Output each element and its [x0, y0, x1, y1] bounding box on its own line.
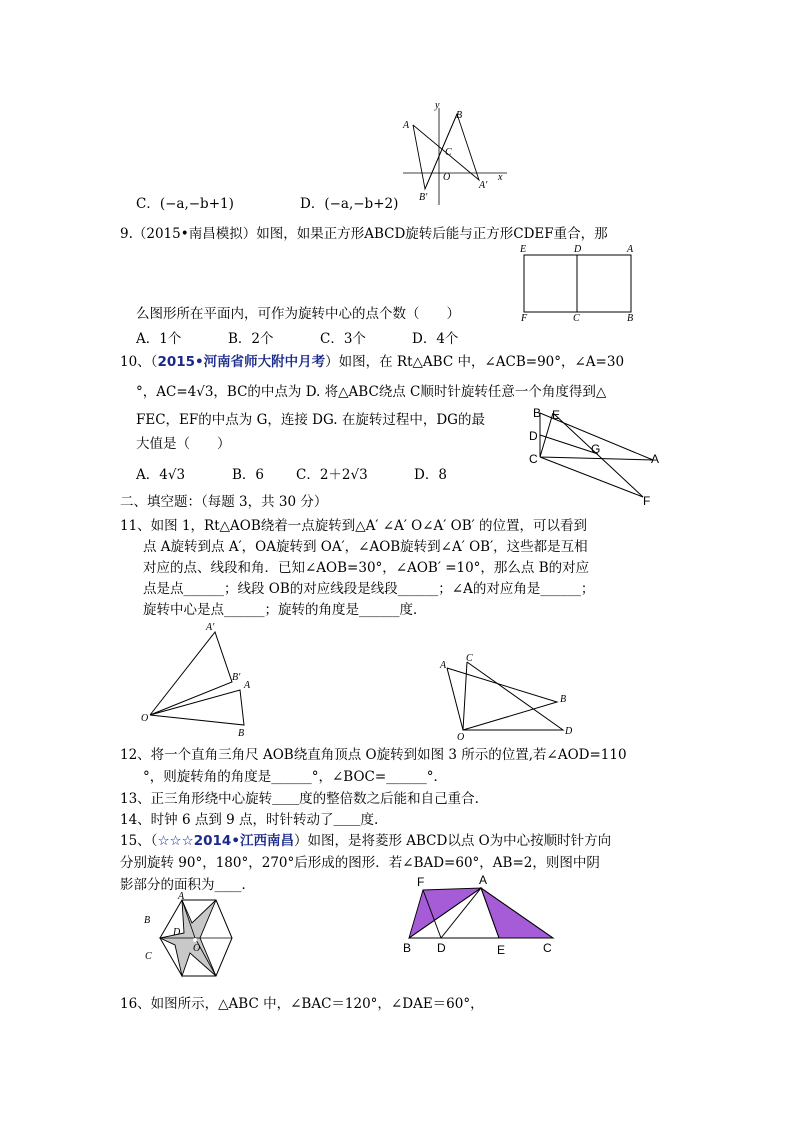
q10-label-b: B	[533, 406, 542, 420]
q9-label-f: F	[521, 313, 528, 324]
section-2-heading: 二、填空题：（每题 3，共 30 分）	[120, 494, 328, 510]
q9-option-d: D．4个	[412, 331, 459, 347]
q8-label-c: C	[445, 147, 452, 158]
q15-line1-rest: ）如图，是将菱形 ABCD以点 O为中心按顺时针方向	[293, 833, 612, 849]
q15-number: 15、（	[120, 833, 158, 849]
q10-option-b: B．6	[232, 467, 265, 483]
q11-fig2-label-d: D	[565, 726, 573, 737]
q10-line4: 大值是（ ）	[136, 436, 231, 452]
q15-fig2-label-c: C	[543, 941, 552, 955]
q9-label-b: B	[627, 313, 634, 324]
q11-line3: 对应的点、线段和角．已知∠AOB=30°，∠AOB′ =10°，那么点 B的对应	[143, 560, 590, 576]
q10-label-f: F	[643, 494, 651, 508]
q10-line2: °，AC=4√3，BC的中点为 D. 将△ABC绕点 C顺时针旋转任意一个角度得到△	[136, 384, 607, 400]
q15-source: ☆☆☆2014•江西南昌	[157, 833, 294, 849]
q15-line1	[120, 829, 611, 849]
q15-fig2-label-d: D	[437, 941, 446, 955]
q11-fig1-label-b1: B′	[232, 672, 241, 683]
q9-label-e: E	[520, 244, 527, 255]
q10-label-c: C	[529, 452, 538, 466]
q10-label-a: A	[651, 452, 660, 466]
q10-line1-rest: ）如图，在 Rt△ABC 中，∠ACB=90°，∠A=30	[325, 354, 625, 370]
q8-label-a: A	[403, 120, 410, 131]
q9-option-b: B．2个	[228, 331, 274, 347]
q9-label-c: C	[573, 313, 580, 324]
q10-option-c: C．2＋2√3	[296, 467, 368, 483]
q11-line4: 点是点______；线段 OB的对应线段是线段______；∠A的对应角是______；	[143, 581, 595, 597]
q11-fig1-label-b: B	[238, 728, 245, 739]
q14-text: 14、时钟 6 点到 9 点，时针转动了＿＿度.	[120, 812, 379, 828]
q9-option-c: C．3个	[320, 331, 366, 347]
q9-label-d: D	[574, 244, 582, 255]
q8-option-d: D．(−a,−b+2)	[300, 196, 399, 212]
q15-line2: 分别旋转 90°，180°，270°后形成的图形．若∠BAD=60°，AB=2，则图中阴	[120, 855, 600, 871]
q15-line3: 影部分的面积为____．	[120, 877, 255, 893]
q11-figure-2	[435, 650, 585, 743]
q16-text: 16、如图所示，△ABC 中，∠BAC＝120°，∠DAE＝60°，	[120, 996, 484, 1012]
q15-fig-label-d: D	[173, 927, 181, 938]
q10-label-d: D	[529, 429, 538, 443]
q15-fig2-label-f: F	[417, 875, 425, 889]
q15-fig-label-c: C	[145, 951, 152, 962]
q8-option-c: C．(−a,−b+1)	[136, 196, 234, 212]
q11-fig2-label-b: B	[560, 694, 567, 705]
q8-label-b: B	[456, 110, 463, 121]
q15-fig2-label-b: B	[403, 941, 412, 955]
q8-label-y: y	[435, 100, 440, 111]
q15-fig2-label-e: E	[497, 943, 506, 957]
q10-triangle-figure	[525, 405, 670, 510]
q9-label-a: A	[627, 244, 634, 255]
q9-option-a: A．1个	[136, 331, 182, 347]
q15-rhombus-figure	[140, 893, 250, 988]
q11-fig1-label-a: A	[244, 680, 251, 691]
q9-squares-figure	[515, 243, 645, 323]
q11-fig2-label-o: O	[457, 732, 465, 743]
q10-line3: FEC，EF的中点为 G，连接 DG. 在旋转过程中，DG的最	[136, 412, 485, 428]
q13-text: 13、正三角形绕中心旋转＿＿度的整倍数之后能和自己重合.	[120, 791, 479, 807]
q8-label-b1: B′	[419, 192, 428, 203]
q15-fig2-label-a: A	[479, 873, 488, 887]
q9-line1: 9.（2015•南昌模拟）如图，如果正方形ABCD旋转后能与正方形CDEF重合，那	[120, 226, 608, 242]
q15-fig-label-a: A	[178, 891, 185, 902]
q11-fig1-label-a1: A′	[206, 622, 215, 633]
q11-line5: 旋转中心是点______；旋转的角度是______度．	[143, 602, 427, 618]
q8-label-x: x	[498, 172, 503, 183]
q11-line1: 11、如图 1，Rt△AOB绕着一点旋转到△A′ ∠A′ O∠A′ OB′ 的位置，可以看到	[120, 518, 588, 534]
q12-line1: 12、将一个直角三角尺 AOB绕直角顶点 O旋转到如图 3 所示的位置,若∠AOD=110	[120, 747, 627, 763]
q15-shaded-triangle-figure	[395, 872, 565, 962]
q10-source: 2015•河南省师大附中月考	[157, 354, 326, 370]
q10-line1	[120, 350, 624, 370]
q8-label-a1: A′	[479, 180, 488, 191]
q15-fig-label-o: O	[193, 943, 201, 954]
q10-label-e: E	[552, 408, 561, 422]
q11-line2: 点 A旋转到点 A′，OA旋转到 OA′，∠AOB旋转到∠A′ OB′，这些都是互相	[143, 539, 588, 555]
q8-coordinate-figure	[395, 100, 515, 210]
q9-line2: 么图形所在平面内，可作为旋转中心的点个数（ ）	[136, 306, 460, 322]
q10-number: 10、（	[120, 354, 158, 370]
q10-option-a: A．4√3	[136, 467, 186, 483]
q15-fig-label-b: B	[144, 915, 151, 926]
q11-fig2-label-c: C	[466, 653, 473, 664]
q10-option-d: D．8	[414, 467, 447, 483]
q11-fig1-label-o: O	[141, 713, 149, 724]
q12-line2: °，则旋转角的角度是______°，∠BOC=______°．	[143, 769, 447, 785]
q10-label-g: G	[591, 442, 601, 456]
q11-figure-1	[140, 620, 260, 740]
q11-fig2-label-a: A	[440, 660, 447, 671]
q8-label-o: O	[443, 172, 451, 183]
